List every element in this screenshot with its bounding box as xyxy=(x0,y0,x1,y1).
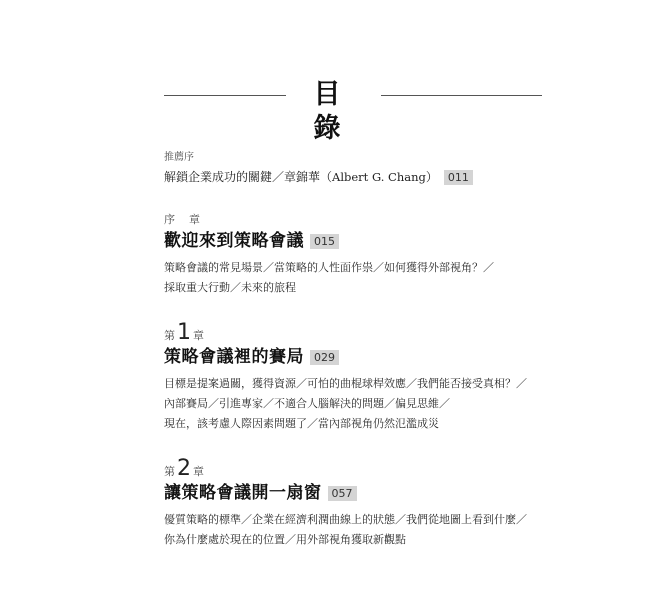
chapter-1-tag-prefix: 第 xyxy=(164,329,175,342)
prologue-page-number: 015 xyxy=(310,234,339,249)
summary-line: 內部賽局／引進專家／不適合人腦解決的問題／偏見思維／ xyxy=(164,397,450,410)
prologue-entry xyxy=(164,212,584,298)
chapter-1-number: 1 xyxy=(177,320,191,345)
chapter-2-number: 2 xyxy=(177,456,191,481)
preface-author: Albert G. Chang xyxy=(332,170,426,184)
summary-line: 現在，該考慮人際因素問題了／當內部視角仍然氾濫成災 xyxy=(164,417,439,430)
title-rule-right xyxy=(381,95,542,96)
prologue-tag-right: 章 xyxy=(189,213,200,226)
summary-line: 優質策略的標準／企業在經濟利潤曲線上的狀態／我們從地圖上看到什麼／ xyxy=(164,513,527,526)
chapter-1-summary xyxy=(164,374,584,434)
summary-line: 採取重大行動／未來的旅程 xyxy=(164,281,296,294)
chapter-1-title: 策略會議裡的賽局 xyxy=(164,347,304,367)
summary-line: 你為什麼處於現在的位置／用外部視角獲取新觀點 xyxy=(164,533,406,546)
prologue-heading xyxy=(164,230,584,252)
preface-close: ） xyxy=(425,170,438,184)
preface-entry xyxy=(164,151,564,185)
page-title: 目 錄 xyxy=(313,79,355,144)
chapter-2-tag xyxy=(164,458,584,480)
preface-text: 解鎖企業成功的關鍵／章錦華（ xyxy=(164,170,333,184)
toc-title-row xyxy=(164,78,542,144)
preface-line xyxy=(164,169,564,185)
prologue-summary xyxy=(164,258,584,298)
chapter-2-entry xyxy=(164,458,584,550)
preface-label: 推薦序 xyxy=(164,152,194,163)
chapter-2-title: 讓策略會議開一扇窗 xyxy=(164,483,322,503)
chapter-2-page-number: 057 xyxy=(328,486,357,501)
chapter-1-tag-suffix: 章 xyxy=(193,329,204,342)
prologue-title: 歡迎來到策略會議 xyxy=(164,231,304,251)
chapter-1-heading xyxy=(164,346,584,368)
chapter-1-tag xyxy=(164,322,584,344)
prologue-tag xyxy=(164,212,584,228)
chapter-2-heading xyxy=(164,482,584,504)
chapter-2-summary xyxy=(164,510,584,550)
preface-page-number: 011 xyxy=(444,170,473,185)
chapter-2-tag-suffix: 章 xyxy=(193,465,204,478)
title-rule-left xyxy=(164,95,286,96)
summary-line: 策略會議的常見場景／當策略的人性面作祟／如何獲得外部視角？／ xyxy=(164,261,494,274)
chapter-1-entry xyxy=(164,322,584,434)
prologue-tag-left: 序 xyxy=(164,213,175,226)
chapter-1-page-number: 029 xyxy=(310,350,339,365)
chapter-2-tag-prefix: 第 xyxy=(164,465,175,478)
summary-line: 目標是提案過關，獲得資源／可怕的曲棍球桿效應／我們能否接受真相？／ xyxy=(164,377,527,390)
